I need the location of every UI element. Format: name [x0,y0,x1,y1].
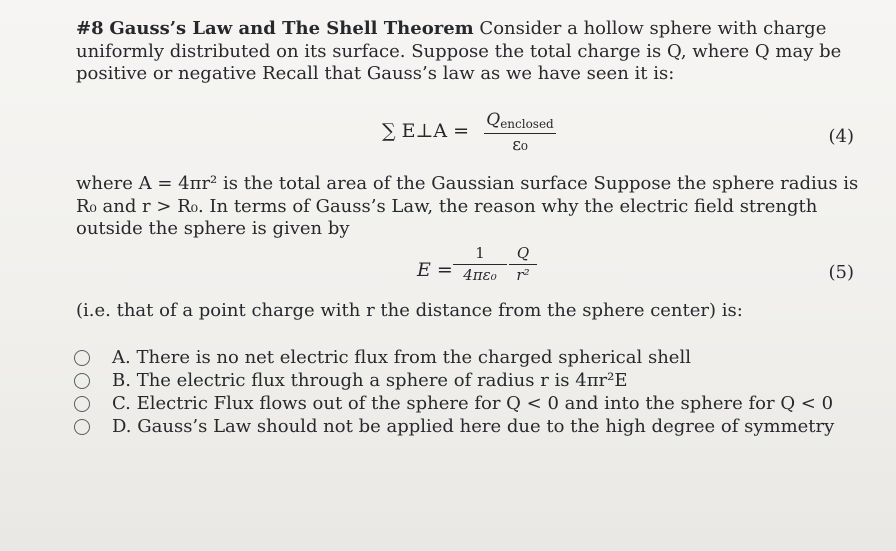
option-d[interactable] [74,415,834,438]
question-closing-text: (i.e. that of a point charge with r the distance from the sphere center) is: [76,300,743,321]
fraction-bar [509,264,537,265]
option-b[interactable] [74,369,834,392]
option-c[interactable] [74,392,834,415]
option-a[interactable] [74,346,834,369]
equation-4-denominator: ε₀ [512,135,528,155]
radio-button-icon[interactable] [74,419,90,435]
equation-4-number: (4) [828,126,854,147]
question-intro-paragraph [76,18,866,86]
question-middle-paragraph: where A = 4πr² is the total area of the Gaussian surface Suppose the sphere radius is R₀ and r > R₀. In terms of Gauss’s Law, the reason why the electric field strength outside the sphere is given by [76,173,859,239]
radio-button-icon[interactable] [74,373,90,389]
option-d-label: D. Gauss’s Law should not be applied here due to the high degree of symmetry [112,416,835,437]
fraction-bar [453,264,507,265]
radio-button-icon[interactable] [74,350,90,366]
question-intro-text: Consider a hollow sphere with charge uniformly distributed on its surface. Suppose the total charge is Q, where Q may be positive or negative Recall that Gauss’s law as we have seen it is: [76,18,842,84]
equation-5-lhs: E = [417,259,453,281]
option-b-label: B. The electric flux through a sphere of radius r is 4πr²E [112,370,628,391]
question-title: Gauss’s Law and The Shell Theorem [109,18,474,39]
equation-point-charge-field [417,244,537,294]
equation-4-fraction [484,110,556,155]
answer-options [74,346,834,438]
equation-gauss-law [382,110,562,170]
equation-5-fraction-1: 1 4πε₀ [453,244,507,284]
fraction-bar [484,133,556,134]
option-a-label: A. There is no net electric flux from the charged spherical shell [112,347,691,368]
equation-5-number: (5) [828,262,854,283]
equation-5-fraction-2: Q r² [509,244,537,284]
equation-4-lhs: ∑ E⊥A = [382,120,470,142]
option-c-label: C. Electric Flux flows out of the sphere for Q < 0 and into the sphere for Q < 0 [112,393,834,414]
question-number: #8 [76,18,104,39]
equation-4-numerator: $Q_{enclosed}$ [486,110,554,131]
radio-button-icon[interactable] [74,396,90,412]
